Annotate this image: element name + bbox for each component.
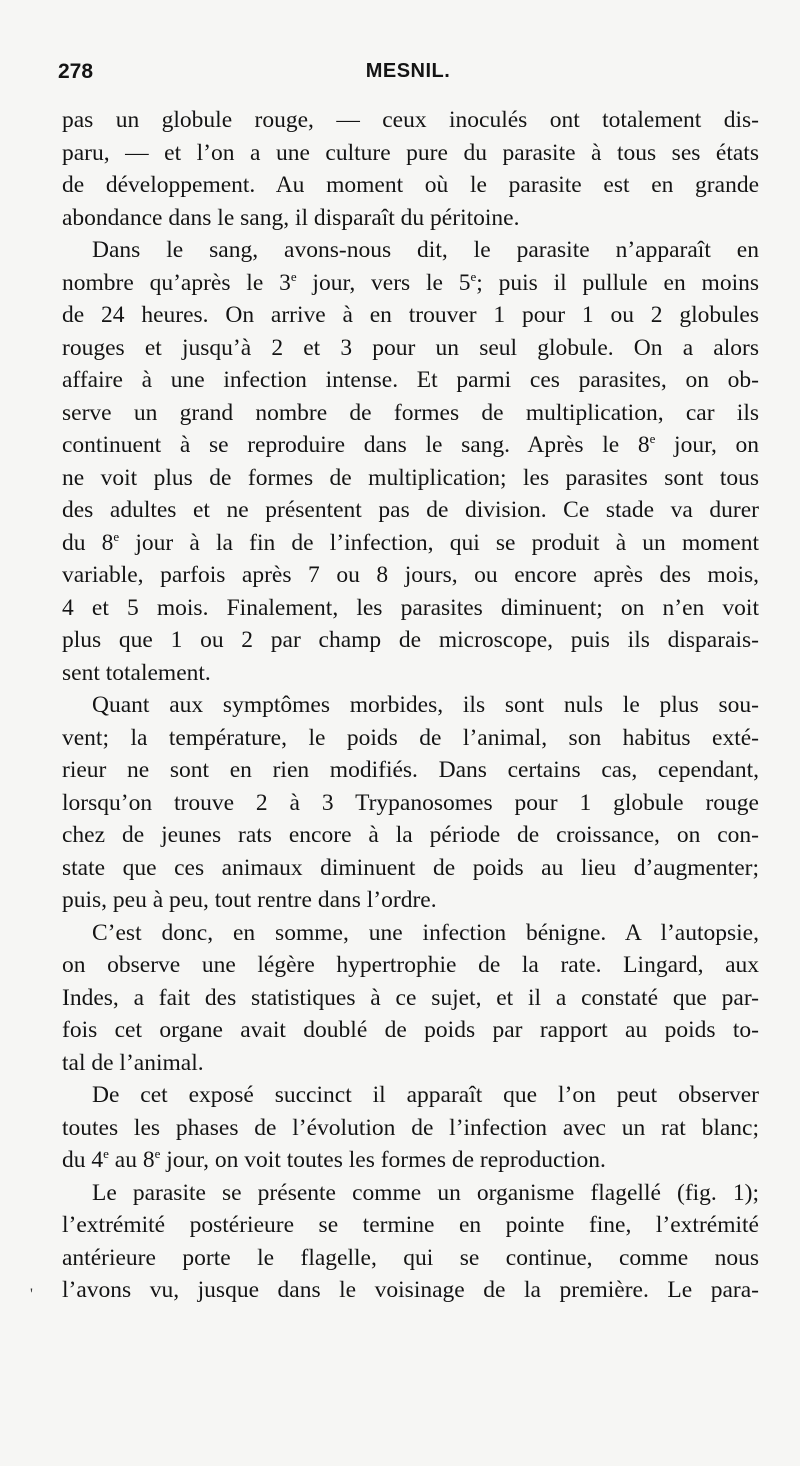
page-number: 278 <box>58 60 94 83</box>
text-line <box>62 462 759 495</box>
text-segment: l’extrémité postérieure se termine en pointe fine, l’extrémité <box>62 1212 759 1238</box>
text-line <box>62 202 759 235</box>
text-line <box>62 1144 759 1177</box>
text-line <box>62 917 759 950</box>
text-line <box>62 1242 759 1275</box>
text-segment: ne voit plus de formes de multiplication; les parasites sont tous <box>62 464 759 491</box>
text-segment: pas un globule rouge, — ceux inoculés ont totalement dis- <box>62 107 759 133</box>
text-segment: du 4 <box>62 1147 104 1173</box>
text-segment: lorsqu’on trouve 2 à 3 Trypanosomes pour 1 globule rouge <box>62 789 759 816</box>
text-segment: de 24 heures. On arrive à en trouver 1 pour 1 ou 2 globules <box>62 302 759 328</box>
text-line <box>62 689 759 722</box>
text-segment: rouges et jusqu’à 2 et 3 pour un seul globule. On a alors <box>62 334 759 361</box>
text-segment: ; puis il pullule en moins <box>476 269 759 296</box>
text-segment: des adultes et ne présentent pas de division. Ce stade va durer <box>62 497 759 523</box>
text-line <box>62 1274 759 1307</box>
text-segment: jour, on <box>655 432 759 458</box>
text-segment: de développement. Au moment où le parasite est en grande <box>62 172 759 198</box>
text-line <box>62 299 759 332</box>
text-segment: vent; la température, le poids de l’animal, son habitus exté- <box>62 724 759 751</box>
running-head: MESNIL. <box>365 60 451 82</box>
text-segment: plus que 1 ou 2 par champ de microscope, puis ils disparais- <box>62 627 759 653</box>
text-line <box>62 364 759 397</box>
superscript: e <box>649 431 656 447</box>
text-segment: 4 et 5 mois. Finalement, les parasites diminuent; on n’en voit <box>62 594 759 621</box>
text-segment: C’est donc, en somme, une infection bénigne. A l’autopsie, <box>92 919 759 946</box>
text-line <box>62 754 759 787</box>
text-line <box>62 884 759 917</box>
text-segment: antérieure porte le flagelle, qui se continue, comme nous <box>62 1244 759 1271</box>
text-line <box>62 1014 759 1047</box>
text-segment: variable, parfois après 7 ou 8 jours, ou encore après des mois, <box>62 562 759 588</box>
text-segment: Dans le sang, avons-nous dit, le parasite n’apparaît en <box>92 237 759 263</box>
text-line <box>62 1079 759 1112</box>
text-line <box>62 429 759 462</box>
text-segment: puis, peu à peu, tout rentre dans l’ordre. <box>62 887 437 913</box>
text-line <box>62 949 759 982</box>
text-segment: paru, — et l’on a une culture pure du parasite à tous ses états <box>62 139 759 166</box>
text-segment: jour, on voit toutes les formes de reproduction. <box>160 1147 606 1173</box>
text-line <box>62 137 759 170</box>
text-segment: serve un grand nombre de formes de multiplication, car ils <box>62 399 759 426</box>
text-segment: state que ces animaux diminuent de poids au lieu d’augmenter; <box>62 854 759 881</box>
text-line <box>62 1177 759 1210</box>
margin-mark: ' <box>30 1286 33 1303</box>
text-line <box>62 234 759 267</box>
text-segment: Indes, a fait des statistiques à ce sujet, et il a constaté que par- <box>62 984 759 1011</box>
text-segment: l’avons vu, jusque dans le voisinage de la première. Le para- <box>62 1277 759 1303</box>
text-segment: jour, vers le 5 <box>296 269 471 296</box>
text-line <box>62 332 759 365</box>
text-segment: Le parasite se présente comme un organisme flagellé (fig. 1); <box>92 1179 759 1206</box>
text-segment: toutes les phases de l’évolution de l’infection avec un rat blanc; <box>62 1114 759 1141</box>
text-segment: sent totalement. <box>62 659 211 686</box>
superscript: e <box>103 1146 109 1162</box>
text-segment: De cet exposé succinct il apparaît que l’on peut observer <box>92 1082 759 1108</box>
text-line <box>62 819 759 852</box>
text-line <box>62 267 759 300</box>
text-segment: abondance dans le sang, il disparaît du péritoine. <box>62 204 520 231</box>
text-line <box>62 104 759 137</box>
text-line <box>62 852 759 885</box>
text-segment: continuent à se reproduire dans le sang. Après le 8 <box>62 432 650 458</box>
text-line <box>62 1112 759 1145</box>
text-line <box>62 1209 759 1242</box>
text-segment: nombre qu’après le 3 <box>62 269 291 296</box>
text-segment: tal de l’animal. <box>62 1049 204 1076</box>
text-line <box>62 592 759 625</box>
text-line <box>62 624 759 657</box>
page-header <box>58 60 758 94</box>
text-segment: Quant aux symptômes morbides, ils sont nuls le plus sou- <box>92 692 759 718</box>
text-line <box>62 397 759 430</box>
text-segment: on observe une légère hypertrophie de la rate. Lingard, aux <box>62 952 759 978</box>
superscript: e <box>113 528 120 544</box>
text-line <box>62 1047 759 1080</box>
text-line <box>62 657 759 690</box>
text-segment: jour à la fin de l’infection, qui se produit à un moment <box>119 529 759 556</box>
text-segment: au 8 <box>108 1147 155 1173</box>
text-line <box>62 527 759 560</box>
text-segment: chez de jeunes rats encore à la période de croissance, on con- <box>62 822 759 848</box>
text-segment: rieur ne sont en rien modifiés. Dans certains cas, cependant, <box>62 757 759 783</box>
superscript: e <box>154 1146 161 1162</box>
text-line <box>62 559 759 592</box>
superscript: e <box>290 268 297 284</box>
text-line <box>62 722 759 755</box>
text-segment: affaire à une infection intense. Et parmi ces parasites, on ob- <box>62 367 759 393</box>
body-text <box>62 104 759 1307</box>
text-segment: du 8 <box>62 529 114 556</box>
text-line <box>62 494 759 527</box>
text-segment: fois cet organe avait doublé de poids par rapport au poids to- <box>62 1017 759 1043</box>
text-line <box>62 982 759 1015</box>
superscript: e <box>470 268 477 284</box>
text-line <box>62 169 759 202</box>
text-line <box>62 787 759 820</box>
